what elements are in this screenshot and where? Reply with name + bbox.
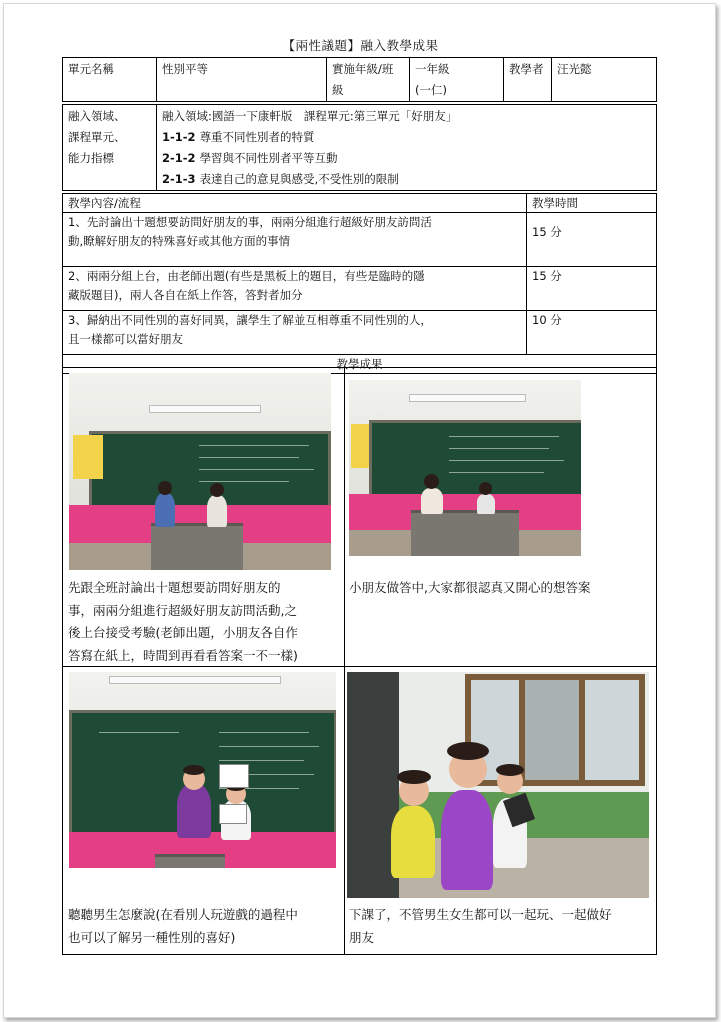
classroom-photo xyxy=(69,373,331,570)
playground-photo xyxy=(347,672,649,898)
flow-step xyxy=(63,267,527,311)
grade-value-line2: (一仁) xyxy=(415,83,447,97)
integration-label xyxy=(63,105,157,191)
domain-line: 融入領域:國語一下康軒版 課程單元:第三單元「好朋友」 xyxy=(162,109,458,123)
goal-code: 2-1-3 xyxy=(162,172,196,186)
goal-item xyxy=(162,127,651,148)
integration-table xyxy=(62,104,657,191)
classroom-photo xyxy=(69,672,336,868)
result-caption xyxy=(68,904,298,949)
result-cell xyxy=(63,368,345,667)
caption-line: 先跟全班討論出十題想要訪問好朋友的 xyxy=(68,580,281,595)
integration-label-line3: 能力指標 xyxy=(68,151,114,165)
caption-line: 聽聽男生怎麼說(在看別人玩遊戲的過程中 xyxy=(68,907,298,922)
grade-label-text: 實施年級/班級 xyxy=(332,62,394,97)
unit-info-table xyxy=(62,57,657,102)
goal-item xyxy=(162,148,651,169)
caption-line: 答寫在紙上，時間到再看看答案一不一樣) xyxy=(68,647,298,663)
integration-label-line1: 融入領域、 xyxy=(68,109,126,123)
page-title: 【兩性議題】融入教學成果 xyxy=(282,38,439,53)
goal-text: 尊重不同性別者的特質 xyxy=(199,130,315,144)
goal-code: 1-1-2 xyxy=(162,130,196,144)
results-grid xyxy=(62,367,657,955)
goal-code: 2-1-2 xyxy=(162,151,196,165)
caption-line: 事，兩兩分組進行超級好朋友訪問活動,之 xyxy=(68,602,297,618)
teacher-label: 教學者 xyxy=(504,58,552,102)
unit-name-value: 性別平等 xyxy=(157,58,327,102)
results-header: 教學成果 xyxy=(63,355,657,374)
flow-header-time: 教學時間 xyxy=(527,194,657,213)
teacher-value: 汪光懿 xyxy=(552,58,657,102)
grade-value-line1: 一年級 xyxy=(415,62,450,76)
result-cell xyxy=(345,667,657,955)
result-caption xyxy=(349,577,590,600)
classroom-photo xyxy=(349,380,581,556)
goal-item xyxy=(162,169,651,190)
caption-line: 後上台接受考驗(老師出題，小朋友各自作 xyxy=(68,625,298,640)
teaching-flow-table xyxy=(62,193,657,374)
flow-step xyxy=(63,213,527,267)
caption-line: 也可以了解另一種性別的喜好) xyxy=(68,929,236,945)
result-caption xyxy=(68,577,298,667)
flow-step-time: 10 分 xyxy=(527,311,657,355)
caption-line: 朋友 xyxy=(349,929,375,945)
goal-text: 學習與不同性別者平等互動 xyxy=(199,151,338,165)
result-cell xyxy=(345,368,657,667)
integration-label-line2: 課程單元、 xyxy=(68,130,126,144)
result-caption xyxy=(349,904,612,949)
flow-step-time: 15 分 xyxy=(527,213,657,267)
flow-step-time: 15 分 xyxy=(527,267,657,311)
flow-step-line1: 1、先討論出十題想要訪問好朋友的事，兩兩分組進行超級好朋友訪問活 xyxy=(68,215,432,229)
flow-header-content: 教學內容/流程 xyxy=(63,194,527,213)
flow-step-line1: 2、兩兩分組上台，由老師出題(有些是黑板上的題目，有些是臨時的隱 xyxy=(68,269,425,283)
flow-step xyxy=(63,311,527,355)
result-cell xyxy=(63,667,345,955)
caption-line: 小朋友做答中,大家都很認真又開心的想答案 xyxy=(349,580,591,595)
flow-step-line2: 藏版題目)，兩人各自在紙上作答，答對者加分 xyxy=(68,288,303,302)
flow-step-line2: 動,瞭解好朋友的特殊喜好或其他方面的事情 xyxy=(68,234,291,248)
goal-text: 表達自己的意見與感受,不受性別的限制 xyxy=(199,172,399,186)
caption-line: 下課了，不管男生女生都可以一起玩、一起做好 xyxy=(349,907,612,922)
integration-content xyxy=(157,105,657,191)
flow-step-line2: 且一樣都可以當好朋友 xyxy=(68,332,183,346)
unit-name-label: 單元名稱 xyxy=(63,58,157,102)
flow-step-line1: 3、歸納出不同性別的喜好同異，讓學生了解並互相尊重不同性別的人， xyxy=(68,313,432,327)
grade-label xyxy=(327,58,410,102)
grade-value xyxy=(410,58,504,102)
